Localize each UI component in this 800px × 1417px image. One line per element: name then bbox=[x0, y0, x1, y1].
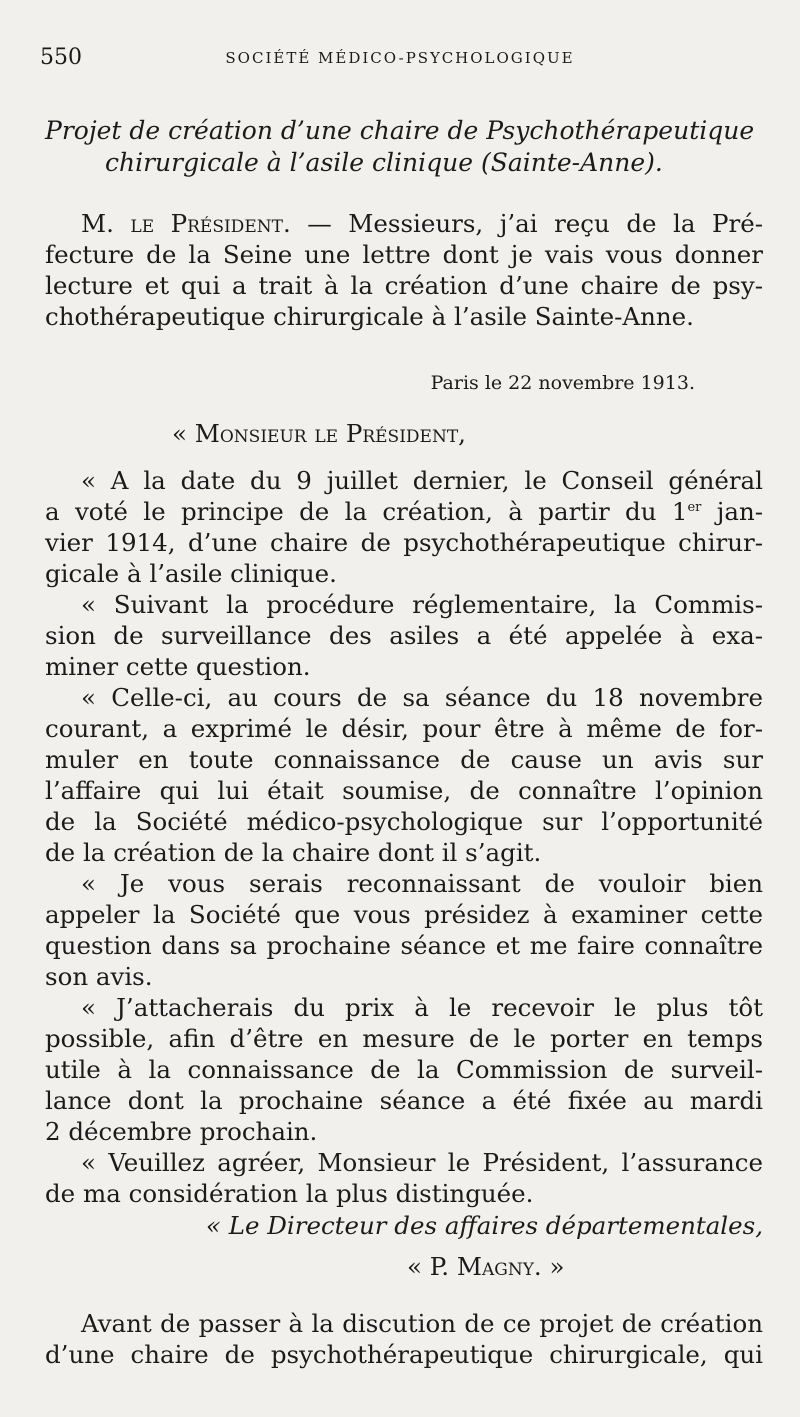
para2-line-2: sion de surveillance des asiles a été appelée à exa- bbox=[45, 621, 763, 650]
letter-dateline: Paris le 22 novembre 1913. bbox=[430, 372, 695, 394]
para4-line-1: « Je vous serais reconnaissant de vouloir bien bbox=[81, 869, 763, 898]
para3-line-5: de la Société médico-psychologique sur l’opportunité bbox=[45, 807, 763, 836]
page-number: 550 bbox=[40, 45, 82, 70]
para6-line-1: « Veuillez agréer, Monsieur le Président, l’assurance bbox=[81, 1148, 763, 1177]
signoff-title: « Le Directeur des affaires départementales, bbox=[205, 1211, 763, 1240]
intro-line-2: fecture de la Seine une lettre dont je vais vous donner bbox=[45, 240, 763, 269]
para1-line-2-end: jan- bbox=[701, 497, 763, 526]
para5-line-3: utile à la connaissance de la Commission de surveil- bbox=[45, 1055, 763, 1084]
section-title bbox=[45, 115, 760, 179]
para2-line-1: « Suivant la procédure réglementaire, la Commis- bbox=[81, 590, 763, 619]
closing-line-1: Avant de passer à la discution de ce projet de création bbox=[81, 1309, 763, 1338]
signoff-name: « P. Magny. » bbox=[407, 1252, 565, 1281]
para2-line-3: miner cette question. bbox=[45, 652, 311, 681]
intro-dash: — bbox=[290, 209, 349, 238]
para1-line-2 bbox=[45, 496, 763, 527]
para4-line-3: question dans sa prochaine séance et me faire connaître bbox=[45, 931, 763, 960]
letter-paragraph-1 bbox=[45, 465, 763, 589]
intro-paragraph bbox=[45, 208, 763, 332]
letter-paragraph-6 bbox=[45, 1147, 763, 1209]
page-header bbox=[40, 45, 760, 75]
letter-paragraph-3 bbox=[45, 682, 763, 868]
letter-paragraph-4 bbox=[45, 868, 763, 992]
para5-line-5: 2 décembre prochain. bbox=[45, 1117, 318, 1146]
para3-line-1: « Celle-ci, au cours de sa séance du 18 novembre bbox=[81, 683, 763, 712]
letter-paragraph-5 bbox=[45, 992, 763, 1147]
intro-line-1-text: Messieurs, j’ai reçu de la Pré- bbox=[348, 209, 763, 238]
running-head: SOCIÉTÉ MÉDICO-PSYCHOLOGIQUE bbox=[225, 49, 575, 67]
para3-line-2: courant, a exprimé le désir, pour être à même de for- bbox=[45, 714, 763, 743]
speaker: M. le Président. bbox=[81, 209, 291, 238]
closing-paragraph bbox=[45, 1308, 763, 1370]
title-line-1: Projet de création d’une chaire de Psychothérapeutique bbox=[45, 116, 755, 145]
para3-line-6: de la création de la chaire dont il s’agit. bbox=[45, 838, 542, 867]
para4-line-2: appeler la Société que vous présidez à examiner cette bbox=[45, 900, 763, 929]
para6-line-2: de ma considération la plus distinguée. bbox=[45, 1179, 534, 1208]
para1-line-4: gicale à l’asile clinique. bbox=[45, 559, 337, 588]
letter-salutation: « Monsieur le Président, bbox=[172, 419, 466, 448]
para4-line-4: son avis. bbox=[45, 962, 153, 991]
letter-paragraph-2 bbox=[45, 589, 763, 682]
title-line-2: chirurgicale à l’asile clinique (Sainte-Anne). bbox=[105, 148, 663, 177]
intro-line-3: lecture et qui a trait à la création d’une chaire de psy- bbox=[45, 271, 763, 300]
para5-line-2: possible, afin d’être en mesure de le porter en temps bbox=[45, 1024, 763, 1053]
para1-line-3: vier 1914, d’une chaire de psychothérapeutique chirur- bbox=[45, 528, 763, 557]
intro-line-4: chothérapeutique chirurgicale à l’asile Sainte-Anne. bbox=[45, 302, 694, 331]
closing-line-2: d’une chaire de psychothérapeutique chirurgicale, qui bbox=[45, 1340, 763, 1369]
superscript-er: er bbox=[687, 499, 702, 515]
para3-line-4: l’affaire qui lui était soumise, de connaître l’opinion bbox=[45, 776, 763, 805]
para1-line-1: « A la date du 9 juillet dernier, le Conseil général bbox=[81, 466, 763, 495]
para5-line-4: lance dont la prochaine séance a été fixée au mardi bbox=[45, 1086, 763, 1115]
intro-line-1 bbox=[45, 208, 763, 239]
para3-line-3: muler en toute connaissance de cause un avis sur bbox=[45, 745, 763, 774]
para5-line-1: « J’attacherais du prix à le recevoir le plus tôt bbox=[81, 993, 763, 1022]
para1-line-2-text: a voté le principe de la création, à partir du 1 bbox=[45, 497, 688, 526]
